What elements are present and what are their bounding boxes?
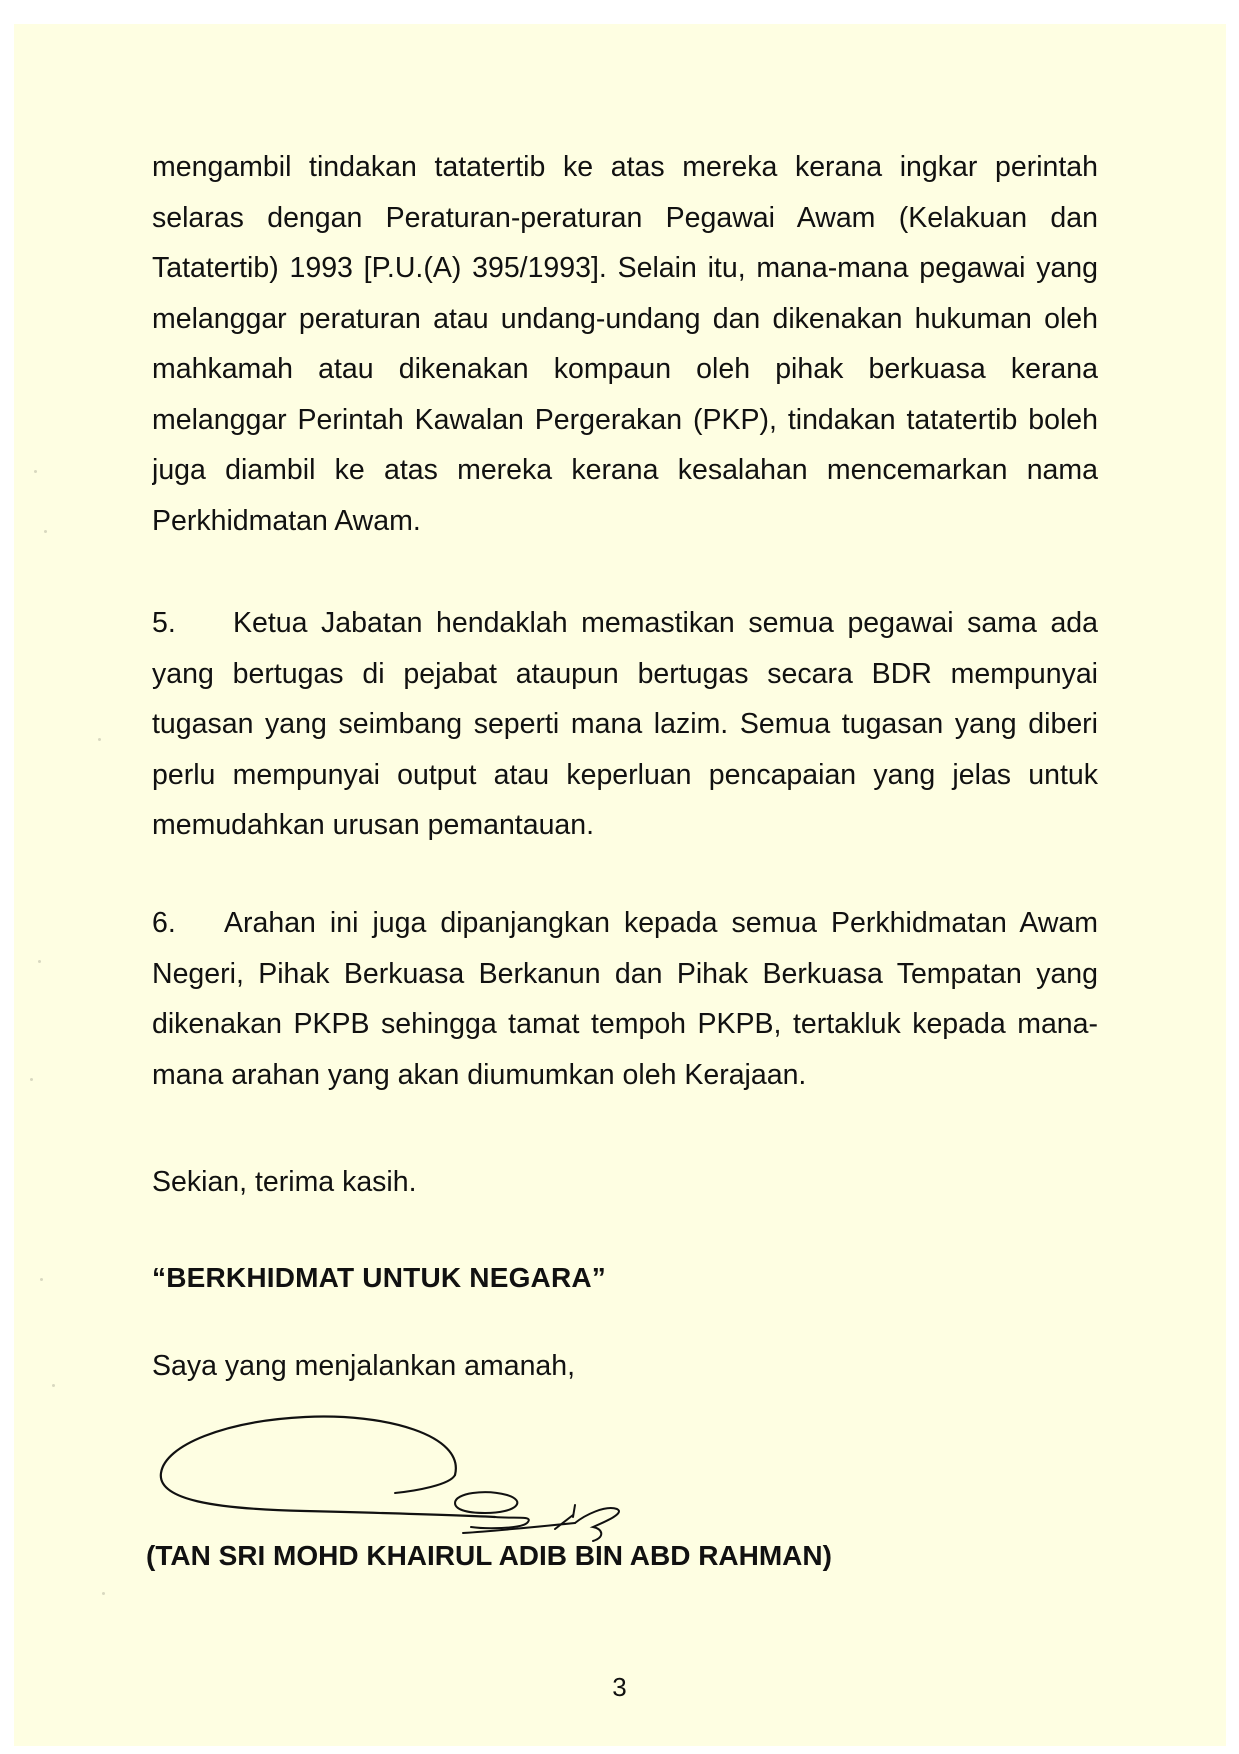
paragraph-line: juga diambil ke atas mereka kerana kesalahan mencemarkan nama: [152, 454, 1098, 486]
paragraph-5: [152, 598, 1098, 851]
paragraph-line: tugasan yang seimbang seperti mana lazim. Semua tugasan yang diberi: [152, 708, 1098, 740]
page-number: 3: [612, 1672, 627, 1702]
paragraph-line: mana arahan yang akan diumumkan oleh Kerajaan.: [152, 1058, 807, 1091]
closing-trust-line: Saya yang menjalankan amanah,: [152, 1350, 576, 1382]
paragraph-number: 5.: [152, 607, 176, 639]
scan-speck: [30, 1078, 33, 1081]
paragraph-line: memudahkan urusan pemantauan.: [152, 809, 595, 841]
paragraph-line: mengambil tindakan tatatertib ke atas mereka kerana ingkar perintah: [152, 151, 1098, 183]
scan-speck: [34, 470, 37, 473]
scan-speck: [40, 1278, 43, 1281]
paragraph-line: dikenakan PKPB sehingga tamat tempoh PKPB, tertakluk kepada mana-: [152, 1008, 1098, 1040]
paragraph-line: perlu mempunyai output atau keperluan pencapaian yang jelas untuk: [152, 758, 1098, 791]
paragraph-6: [152, 898, 1098, 1100]
paragraph-4-continued: [152, 142, 1098, 546]
paragraph-line: [152, 598, 1098, 649]
handwritten-signature: [155, 1405, 625, 1545]
paragraph-line: Perkhidmatan Awam.: [152, 504, 421, 537]
signatory-name: (TAN SRI MOHD KHAIRUL ADIB BIN ABD RAHMAN): [146, 1540, 832, 1571]
scan-speck: [98, 738, 101, 741]
scan-speck: [38, 960, 41, 963]
scan-speck: [44, 530, 47, 533]
paragraph-line: selaras dengan Peraturan-peraturan Pegawai Awam (Kelakuan dan: [152, 201, 1098, 234]
motto: “BERKHIDMAT UNTUK NEGARA”: [152, 1262, 607, 1293]
paragraph-line: melanggar Perintah Kawalan Pergerakan (PKP), tindakan tatatertib boleh: [152, 403, 1098, 436]
paragraph-first-line: Ketua Jabatan hendaklah memastikan semua pegawai sama ada: [233, 607, 1098, 639]
paragraph-line: Negeri, Pihak Berkuasa Berkanun dan Pihak Berkuasa Tempatan yang: [152, 957, 1098, 990]
paragraph-number: 6.: [152, 907, 176, 939]
scan-speck: [102, 1592, 105, 1595]
paragraph-line: Tatatertib) 1993 [P.U.(A) 395/1993]. Selain itu, mana-mana pegawai yang: [152, 252, 1098, 284]
paragraph-line: mahkamah atau dikenakan kompaun oleh pihak berkuasa kerana: [152, 353, 1098, 385]
scan-speck: [52, 1384, 55, 1387]
paragraph-line: melanggar peraturan atau undang-undang dan dikenakan hukuman oleh: [152, 302, 1098, 335]
paragraph-line: yang bertugas di pejabat ataupun bertugas secara BDR mempunyai: [152, 657, 1098, 690]
closing-thanks: Sekian, terima kasih.: [152, 1166, 417, 1198]
paragraph-first-line: Arahan ini juga dipanjangkan kepada semua Perkhidmatan Awam: [224, 907, 1098, 939]
paragraph-line: [152, 898, 1098, 949]
